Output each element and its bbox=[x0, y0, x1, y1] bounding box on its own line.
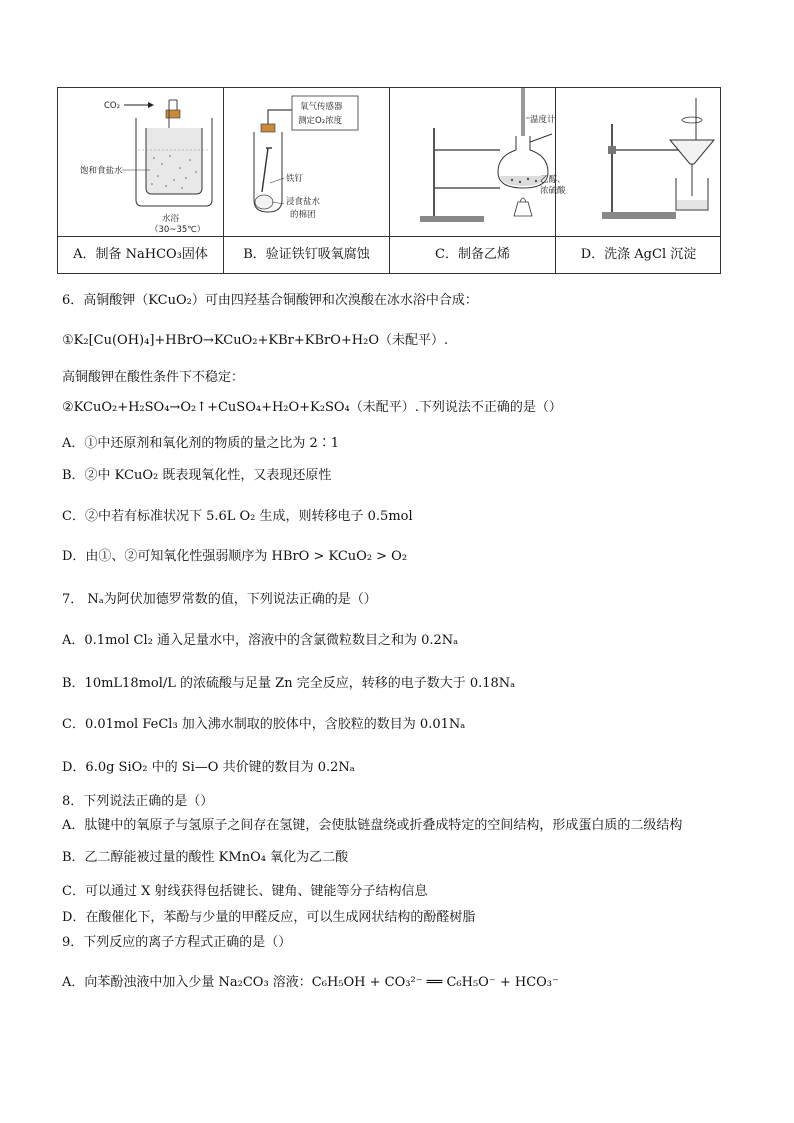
salt-cotton-label-2: 的棉团 bbox=[290, 210, 316, 220]
q8-option-d: D．在酸催化下，苯酚与少量的甲醛反应，可以生成网状结构的酚醛树脂 bbox=[62, 910, 476, 925]
q6-equation-2: ②KCuO₂+H₂SO₄→O₂↑+CuSO₄+H₂O+K₂SO₄（未配平）.下列说法不正确的是（） bbox=[62, 400, 562, 415]
co2-label: CO₂ bbox=[104, 101, 121, 111]
q6-option-d: D．由①、②可知氧化性强弱顺序为 HBrO > KCuO₂ > O₂ bbox=[62, 549, 408, 564]
q9-option-a: A．向苯酚浊液中加入少量 Na₂CO₃ 溶液：C₆H₅OH + CO₃²⁻ ══ C₆H₅O⁻ + HCO₃⁻ bbox=[62, 975, 559, 990]
temperature-label: （30~35℃） bbox=[150, 225, 206, 235]
q7-option-a: A．0.1mol Cl₂ 通入足量水中，溶液中的含氯微粒数目之和为 0.2Nₐ bbox=[62, 633, 459, 648]
q7-option-c: C．0.01mol FeCl₃ 加入沸水制取的胶体中，含胶粒的数目为 0.01Nₐ bbox=[62, 717, 466, 732]
reagent-label-2: 浓硫酸 bbox=[540, 186, 566, 196]
q8-stem: 8．下列说法正确的是（） bbox=[62, 794, 214, 809]
q6-option-c: C．②中若有标准状况下 5.6L O₂ 生成，则转移电子 0.5mol bbox=[62, 509, 413, 524]
iron-nail-label: 铁钉 bbox=[286, 174, 304, 184]
thermometer-label: 温度计 bbox=[530, 115, 556, 125]
q6-note: 高铜酸钾在酸性条件下不稳定： bbox=[62, 370, 245, 385]
q9-stem: 9．下列反应的离子方程式正确的是（） bbox=[62, 935, 292, 950]
q6-equation-1: ①K₂[Cu(OH)₄]+HBrO→KCuO₂+KBr+KBrO+H₂O（未配平）. bbox=[62, 333, 449, 348]
q6-option-a: A．①中还原剂和氧化剂的物质的量之比为 2∶1 bbox=[62, 436, 340, 451]
saturated-brine-label: 饱和食盐水 bbox=[80, 166, 123, 176]
iron-nail-corrosion-figure bbox=[224, 88, 389, 236]
q6-stem: 6．高铜酸钾（KCuO₂）可由四羟基合铜酸钾和次溴酸在冰水浴中合成： bbox=[62, 293, 478, 308]
option-c-label: C．制备乙烯 bbox=[435, 247, 510, 262]
nahco3-apparatus-figure bbox=[58, 88, 223, 236]
filtration-apparatus-figure bbox=[556, 88, 721, 236]
q7-option-b: B．10mL18mol/L 的浓硫酸与足量 Zn 完全反应，转移的电子数大于 0.18Nₐ bbox=[62, 676, 516, 691]
o2-concentration-label: 测定O₂浓度 bbox=[298, 116, 343, 126]
water-bath-label: 水浴 bbox=[162, 214, 180, 224]
q7-stem: 7． Nₐ为阿伏加德罗常数的值，下列说法正确的是（） bbox=[62, 592, 377, 607]
ethylene-apparatus-figure bbox=[390, 88, 566, 236]
option-b-label: B．验证铁钉吸氧腐蚀 bbox=[243, 247, 370, 262]
q6-option-b: B．②中 KCuO₂ 既表现氧化性，又表现还原性 bbox=[62, 468, 332, 483]
salt-cotton-label-1: 浸食盐水 bbox=[286, 197, 321, 207]
oxygen-sensor-label: 氧气传感器 bbox=[300, 102, 343, 112]
option-d-label: D．洗涤 AgCl 沉淀 bbox=[580, 247, 697, 262]
q8-option-b: B．乙二醇能被过量的酸性 KMnO₄ 氧化为乙二酸 bbox=[62, 850, 349, 865]
q8-option-a: A．肽键中的氧原子与氢原子之间存在氢键，会使肽链盘绕或折叠成特定的空间结构，形成蛋白质的二级结构 bbox=[62, 818, 683, 833]
q8-option-c: C．可以通过 X 射线获得包括键长、键角、键能等分子结构信息 bbox=[62, 884, 428, 899]
option-a-label: A．制备 NaHCO₃固体 bbox=[73, 247, 208, 262]
apparatus-table bbox=[57, 87, 721, 274]
q7-option-d: D．6.0g SiO₂ 中的 Si—O 共价键的数目为 0.2Nₐ bbox=[62, 760, 355, 775]
reagent-label-1: 乙醇、 bbox=[540, 175, 566, 185]
